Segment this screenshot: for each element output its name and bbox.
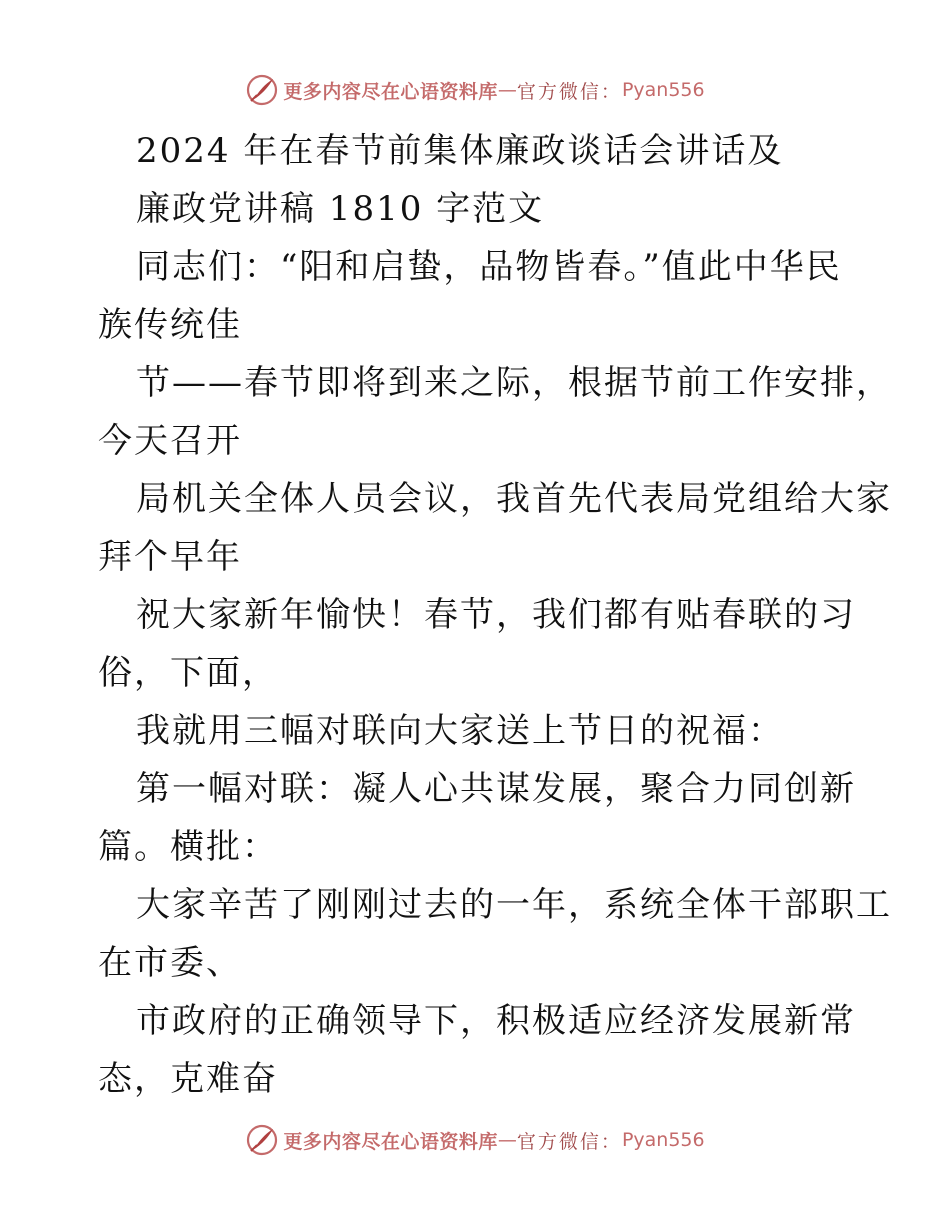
banner-wechat-label: 官方微信： — [516, 1130, 622, 1153]
document-line: 态，克难奋 — [98, 1059, 278, 1099]
banner-brand-text: 更多内容尽在心语资料库 — [283, 1130, 498, 1153]
banner-wechat-id: Pyan556 — [621, 1129, 705, 1151]
document-line: 族传统佳 — [98, 305, 242, 345]
banner-separator: — — [497, 79, 517, 101]
document-line: 祝大家新年愉快！春节，我们都有贴春联的习 — [136, 595, 856, 635]
banner-brand-text: 更多内容尽在心语资料库 — [283, 80, 498, 103]
document-line: 我就用三幅对联向大家送上节日的祝福： — [136, 711, 784, 751]
feather-pen-circle-icon — [245, 1123, 279, 1157]
banner-wechat-label: 官方微信： — [516, 80, 622, 103]
header-watermark-banner — [0, 70, 950, 110]
document-line: 廉政党讲稿 1810 字范文 — [136, 189, 545, 229]
feather-pen-circle-icon — [245, 73, 279, 107]
document-line: 市政府的正确领导下，积极适应经济发展新常 — [136, 1001, 856, 1041]
document-body — [98, 122, 892, 1108]
document-line: 2024 年在春节前集体廉政谈话会讲话及 — [136, 131, 784, 171]
footer-watermark-banner — [0, 1120, 950, 1160]
banner-separator: — — [497, 1129, 517, 1151]
document-line: 大家辛苦了刚刚过去的一年，系统全体干部职工 — [136, 885, 892, 925]
banner-wechat-id: Pyan556 — [621, 79, 705, 101]
document-line: 拜个早年 — [98, 537, 242, 577]
document-line: 篇。横批： — [98, 827, 278, 867]
document-line: 节——春节即将到来之际，根据节前工作安排， — [136, 363, 892, 403]
document-line: 第一幅对联：凝人心共谋发展，聚合力同创新 — [136, 769, 856, 809]
document-line: 俗，下面， — [98, 653, 278, 693]
document-line: 局机关全体人员会议，我首先代表局党组给大家 — [136, 479, 892, 519]
document-line: 同志们：“阳和启蛰，品物皆春。”值此中华民 — [136, 247, 842, 287]
document-line: 今天召开 — [98, 421, 242, 461]
document-line: 在市委、 — [98, 943, 242, 983]
